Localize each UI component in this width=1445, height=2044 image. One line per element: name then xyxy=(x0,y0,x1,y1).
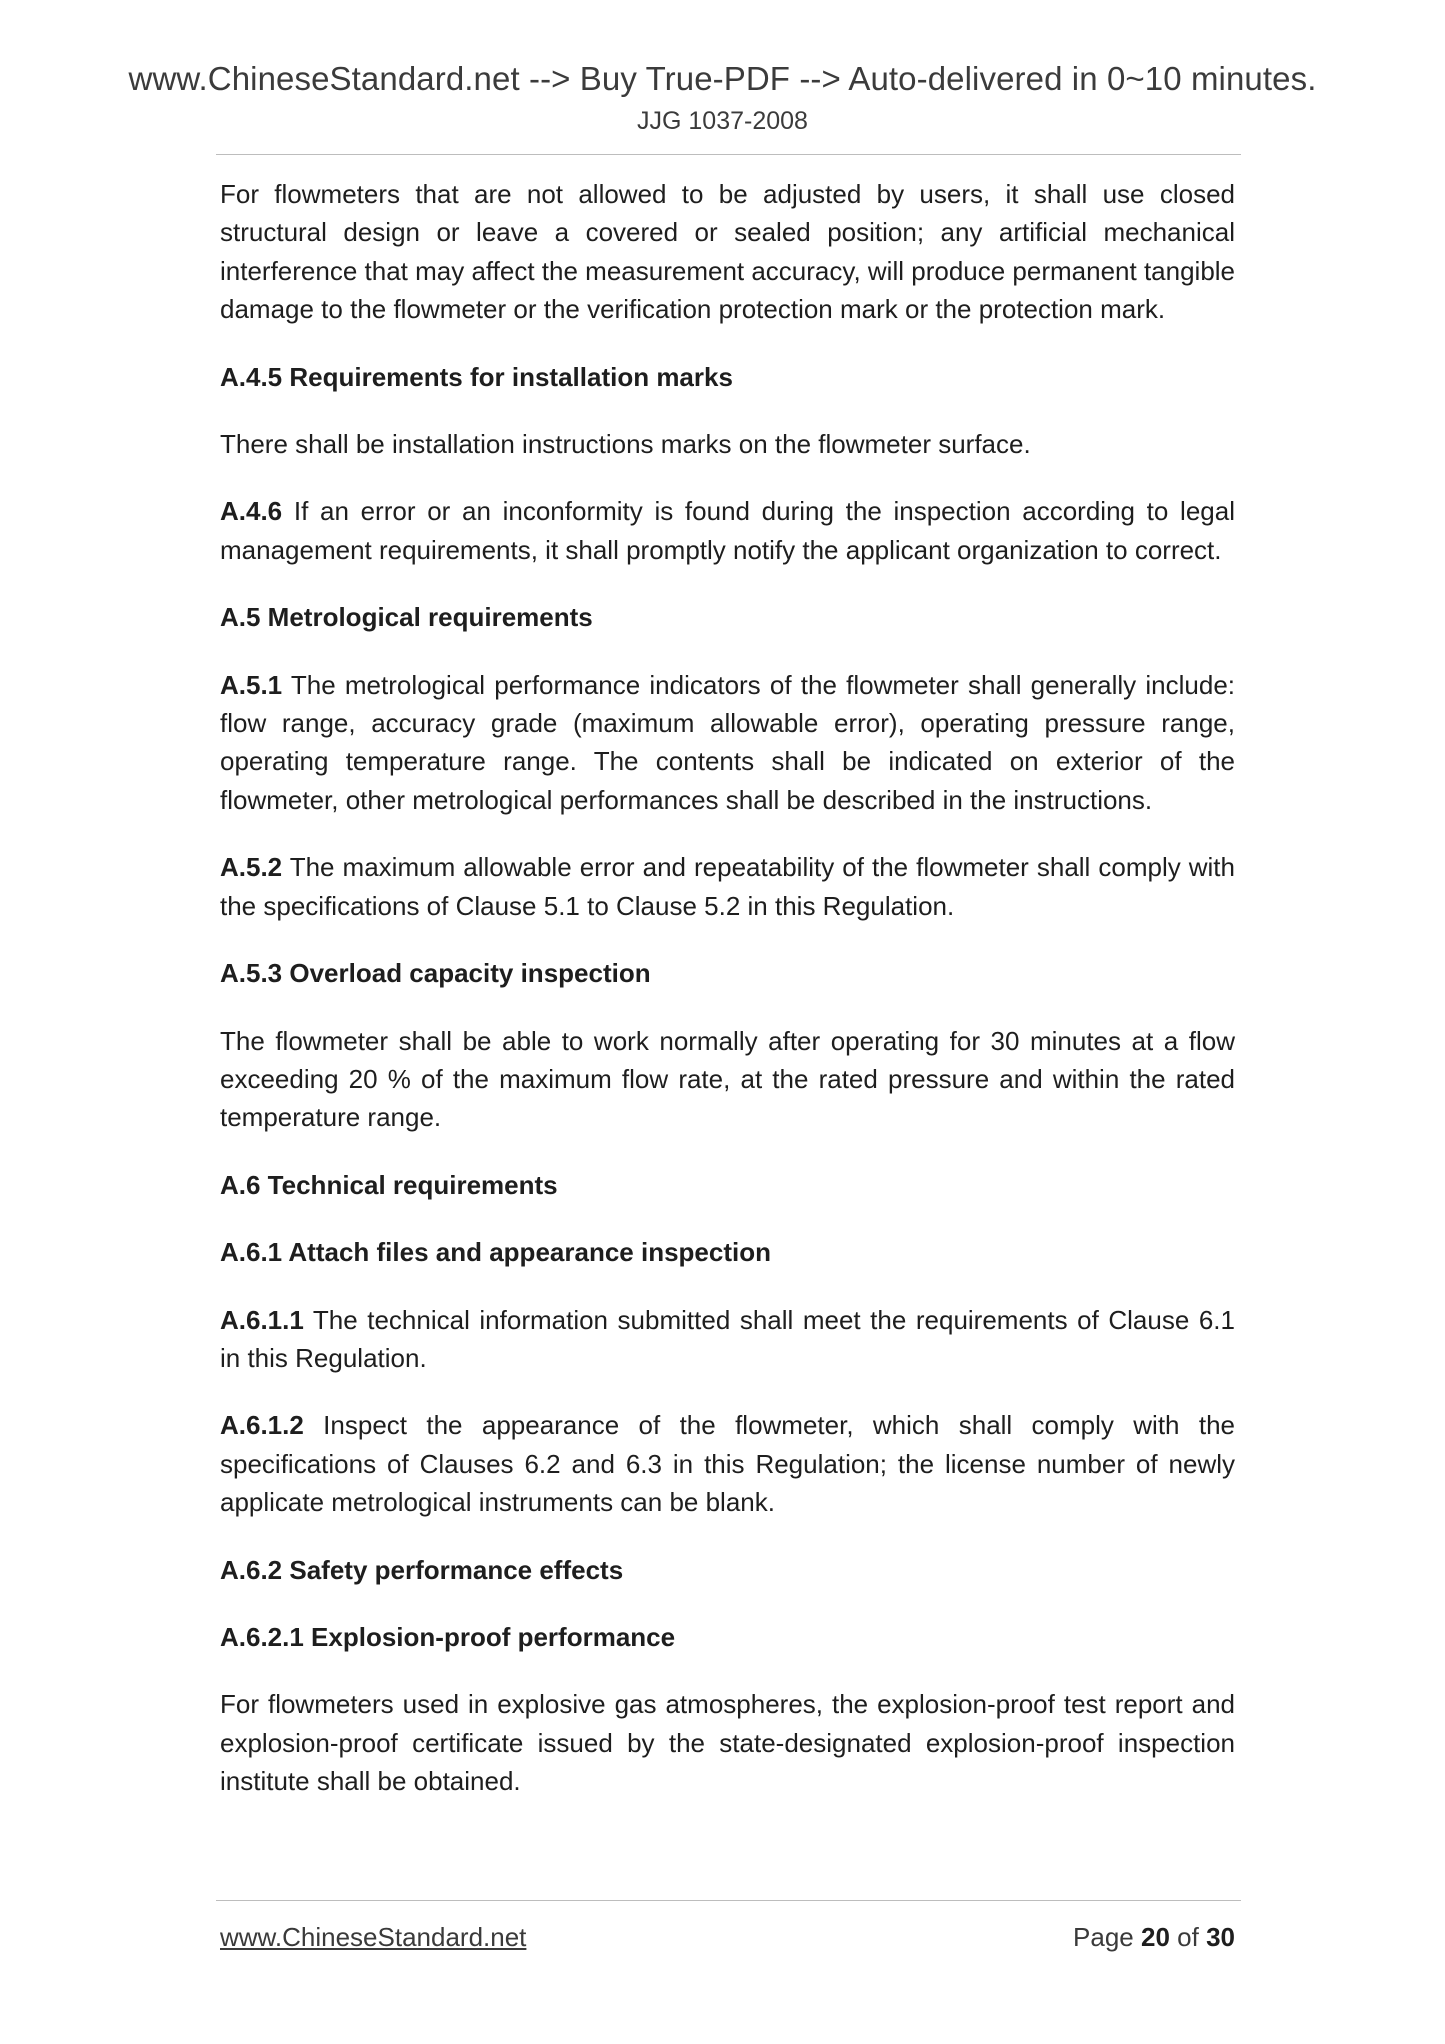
heading-a621: A.6.2.1 Explosion-proof performance xyxy=(220,1621,676,1652)
page-total: 30 xyxy=(1206,1922,1235,1952)
paragraph-a46 xyxy=(220,492,1235,569)
intro-paragraph: For flowmeters that are not allowed to be adjusted by users, it shall use closed structural design or leave a covered or sealed position; any artificial mechanical interference that may affect the measurement accuracy, will produce permanent tangible damage to the flowmeter or the verification protection mark or the protection mark. xyxy=(220,179,1236,325)
heading-a5: A.5 Metrological requirements xyxy=(220,602,593,633)
clause-text-a46: If an error or an inconformity is found during the inspection according to legal management requirements, it shall promptly notify the applicant organization to correct. xyxy=(220,496,1235,565)
header-banner: www.ChineseStandard.net --> Buy True-PDF --> Auto-delivered in 0~10 minutes. xyxy=(128,60,1317,97)
clause-number-a52: A.5.2 xyxy=(220,852,283,883)
clause-text-a611: The technical information submitted shall meet the requirements of Clause 6.1 in this Regulation. xyxy=(220,1304,1235,1373)
document-body xyxy=(220,175,1235,1830)
clause-text-a51: The metrological performance indicators of the flowmeter shall generally include: flow range, accuracy grade (maximum allowable error), operating pressure range, operating temperature range. The contents shall be indicated on exterior of the flowmeter, other metrological performances shall be described in the instructions. xyxy=(220,669,1235,815)
clause-number-a611: A.6.1.1 xyxy=(220,1304,304,1335)
heading-a6: A.6 Technical requirements xyxy=(220,1169,558,1200)
page-current: 20 xyxy=(1141,1922,1170,1952)
heading-a61: A.6.1 Attach files and appearance inspection xyxy=(220,1237,771,1268)
paragraph-a52 xyxy=(220,848,1235,925)
page-of: of xyxy=(1177,1922,1199,1952)
paragraph-a45: There shall be installation instructions marks on the flowmeter surface. xyxy=(220,429,1031,460)
heading-a45: A.4.5 Requirements for installation marks xyxy=(220,361,733,392)
header-divider xyxy=(216,154,1241,155)
footer-divider xyxy=(216,1900,1241,1901)
footer-website-link[interactable]: www.ChineseStandard.net xyxy=(220,1922,527,1952)
clause-number-a612: A.6.1.2 xyxy=(220,1410,304,1441)
heading-a62: A.6.2 Safety performance effects xyxy=(220,1554,624,1585)
paragraph-a612 xyxy=(220,1406,1235,1521)
paragraph-a621: For flowmeters used in explosive gas atmospheres, the explosion-proof test report and explosion-proof certificate issued by the state-designated explosion-proof inspection institute shall be obtained. xyxy=(220,1689,1235,1797)
clause-number-a51: A.5.1 xyxy=(220,669,283,700)
clause-number-a46: A.4.6 xyxy=(220,496,283,527)
clause-text-a612: Inspect the appearance of the flowmeter, which shall comply with the specifications of Clauses 6.2 and 6.3 in this Regulation; the license number of newly applicate metrological instruments can be blank. xyxy=(220,1410,1235,1518)
paragraph-a53: The flowmeter shall be able to work normally after operating for 30 minutes at a flow exceeding 20 % of the maximum flow rate, at the rated pressure and within the rated temperature range. xyxy=(220,1025,1235,1133)
page-number xyxy=(1073,1922,1235,1953)
paragraph-a611 xyxy=(220,1301,1235,1378)
page-label: Page xyxy=(1073,1922,1134,1952)
standard-code: JJG 1037-2008 xyxy=(637,107,808,135)
paragraph-a51 xyxy=(220,666,1235,820)
heading-a53: A.5.3 Overload capacity inspection xyxy=(220,958,651,989)
clause-text-a52: The maximum allowable error and repeatability of the flowmeter shall comply with the specifications of Clause 5.1 to Clause 5.2 in this Regulation. xyxy=(220,852,1235,921)
